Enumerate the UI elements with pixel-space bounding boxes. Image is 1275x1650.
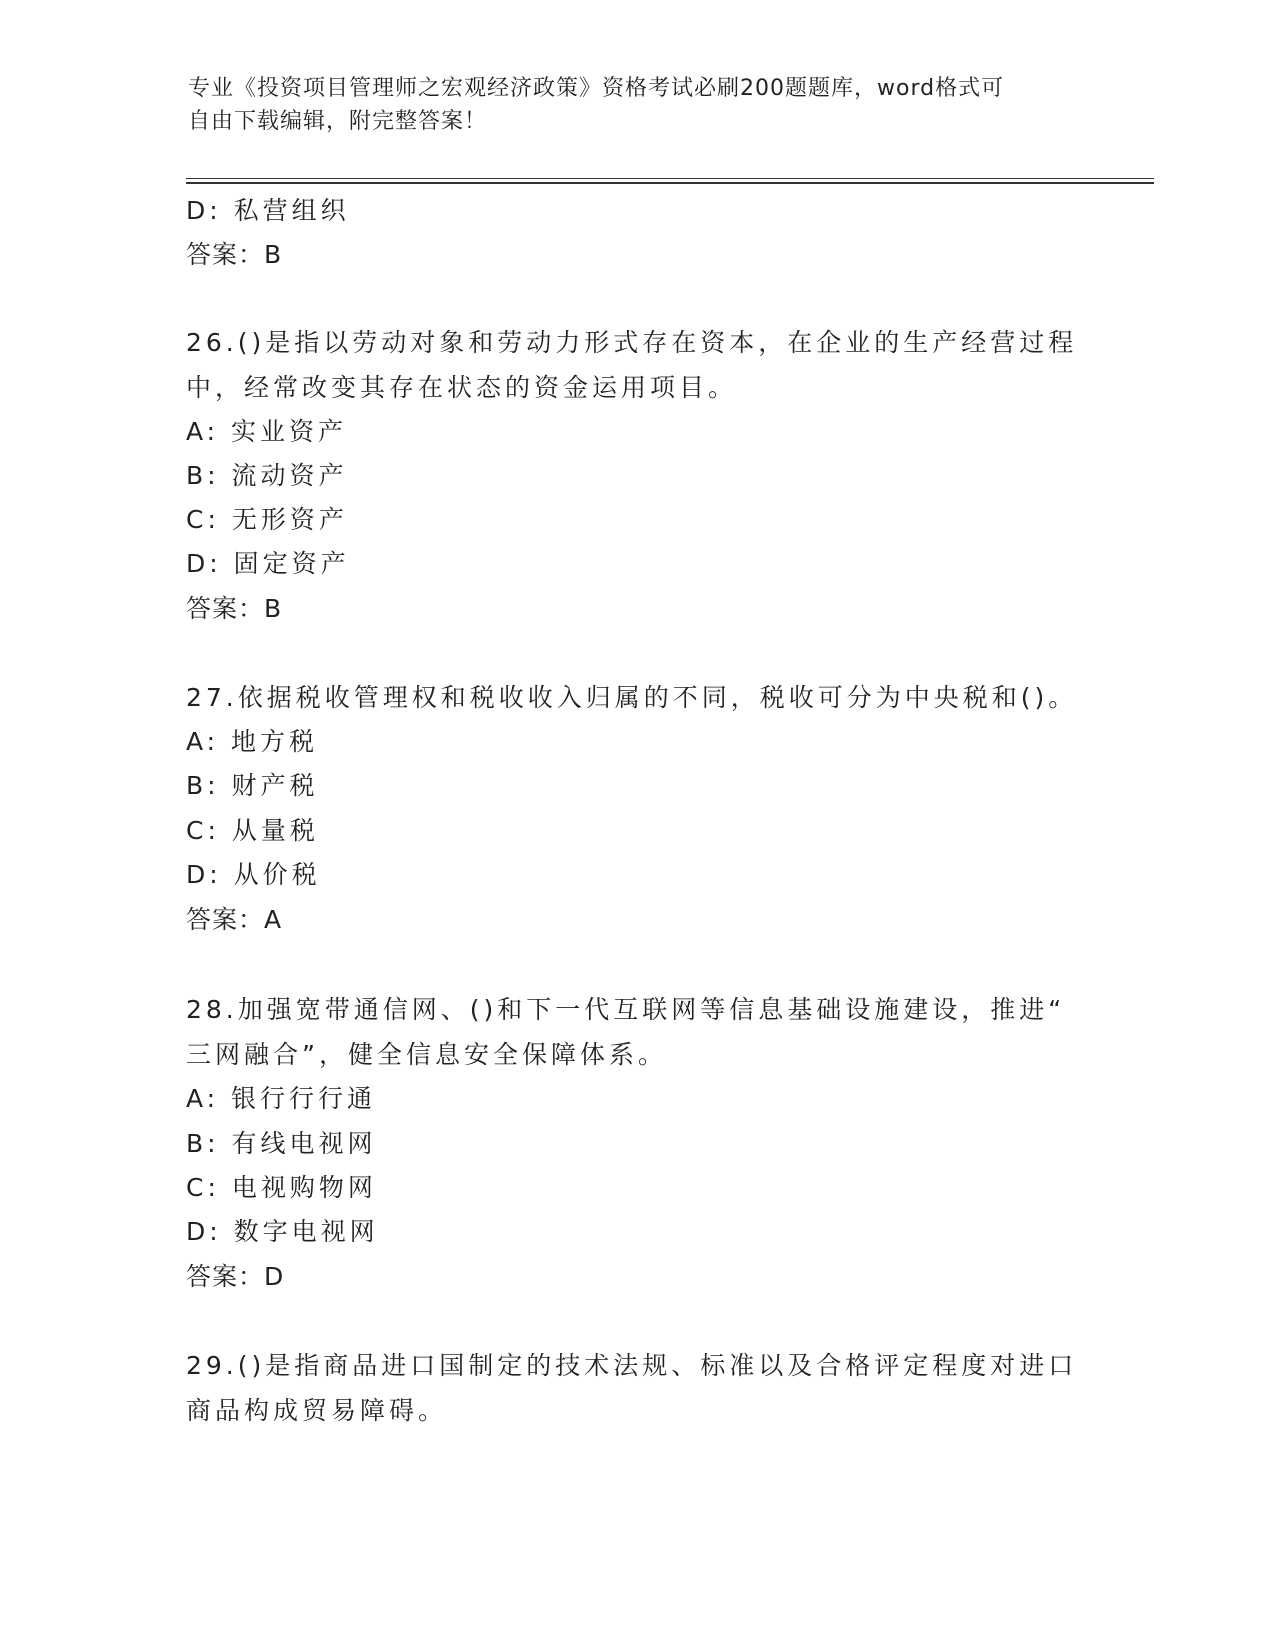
document-header bbox=[188, 72, 1088, 138]
header-divider-bottom bbox=[186, 182, 1154, 184]
q25-answer: 答案：B bbox=[186, 240, 283, 269]
q26-option-d: D: 固定资产 bbox=[186, 549, 350, 578]
q28-stem-line-2: 三网融合”，健全信息安全保障体系。 bbox=[186, 1040, 667, 1069]
q28-answer: 答案：D bbox=[186, 1262, 285, 1291]
q26-stem-line-2: 中，经常改变其存在状态的资金运用项目。 bbox=[186, 373, 738, 402]
q29-stem-line-1: 29.()是指商品进口国制定的技术法规、标准以及合格评定程度对进口 bbox=[186, 1351, 1078, 1380]
header-divider-top bbox=[186, 178, 1154, 179]
q28-option-a: A: 银行行行通 bbox=[186, 1084, 377, 1113]
header-line-1: 专业《投资项目管理师之宏观经济政策》资格考试必刷200题题库，word格式可 bbox=[188, 76, 1005, 101]
q29-stem-line-2: 商品构成贸易障碍。 bbox=[186, 1396, 448, 1425]
q25-option-d: D: 私营组织 bbox=[186, 196, 350, 225]
q27-stem-line-1: 27.依据税收管理权和税收收入归属的不同，税收可分为中央税和()。 bbox=[186, 683, 1078, 712]
q27-option-b: B: 财产税 bbox=[186, 771, 319, 800]
q28-stem-line-1: 28.加强宽带通信网、()和下一代互联网等信息基础设施建设，推进“ bbox=[186, 995, 1066, 1024]
q28-option-d: D: 数字电视网 bbox=[186, 1217, 379, 1246]
header-line-2: 自由下载编辑，附完整答案！ bbox=[188, 109, 488, 134]
q27-answer: 答案：A bbox=[186, 905, 283, 934]
q26-stem-line-1: 26.()是指以劳动对象和劳动力形式存在资本，在企业的生产经营过程 bbox=[186, 328, 1078, 357]
q27-option-c: C: 从量税 bbox=[186, 816, 319, 845]
q26-option-a: A: 实业资产 bbox=[186, 417, 348, 446]
q26-answer: 答案：B bbox=[186, 594, 283, 623]
q28-option-c: C: 电视购物网 bbox=[186, 1173, 377, 1202]
q26-option-b: B: 流动资产 bbox=[186, 461, 348, 490]
q27-option-a: A: 地方税 bbox=[186, 727, 319, 756]
q28-option-b: B: 有线电视网 bbox=[186, 1129, 377, 1158]
q26-option-c: C: 无形资产 bbox=[186, 505, 348, 534]
q27-option-d: D: 从价税 bbox=[186, 860, 321, 889]
